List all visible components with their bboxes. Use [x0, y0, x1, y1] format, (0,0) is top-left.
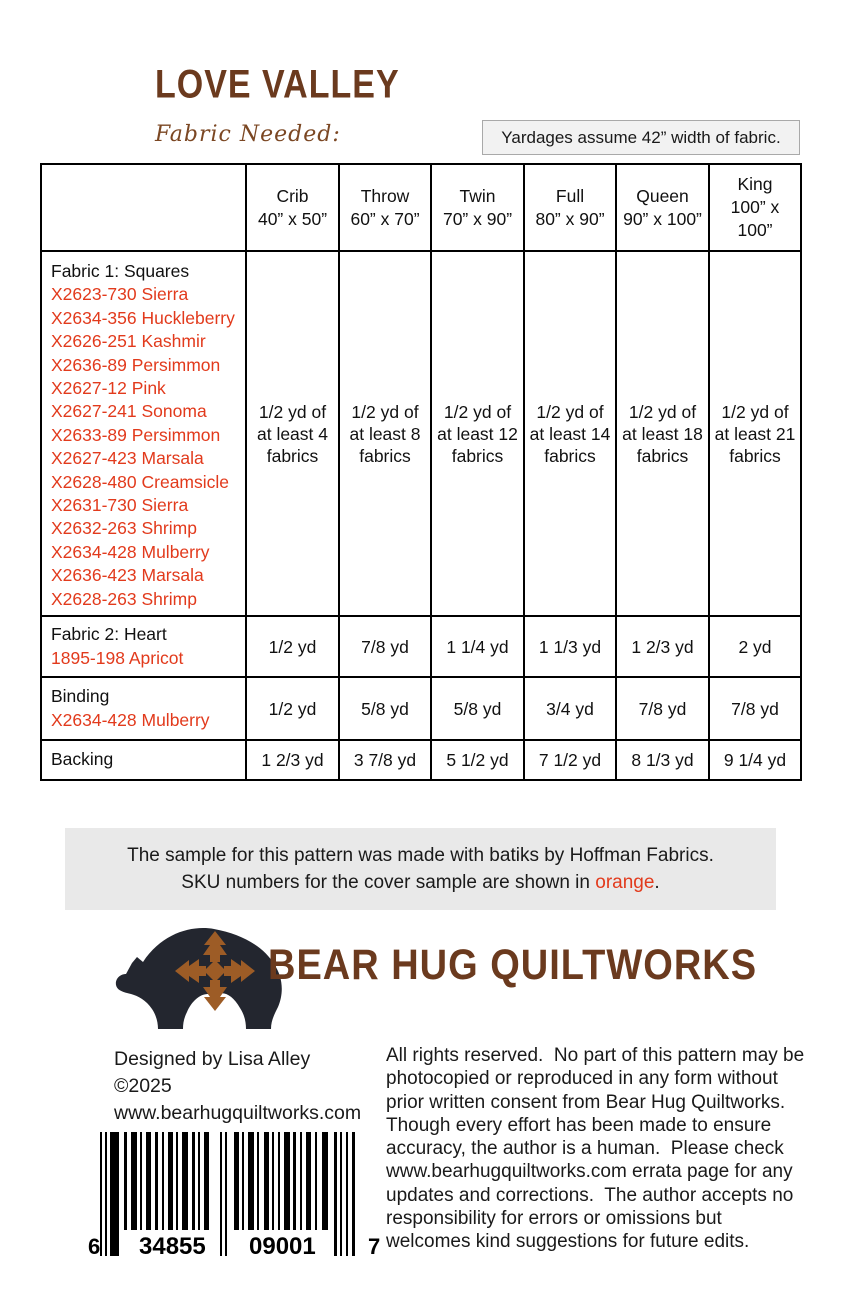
table-cell: 1/2 yd [246, 616, 339, 677]
sku-line: X2628-480 Creamsicle [51, 471, 230, 492]
col-header-full: Full 80” x 90” [524, 164, 616, 251]
copyright-line: ©2025 [114, 1075, 172, 1097]
row-label: Binding [51, 686, 110, 707]
page-title: LOVE VALLEY [155, 62, 400, 107]
sku-line: X2632-263 Shrimp [51, 518, 197, 539]
legal-text: All rights reserved. No part of this pattern may be photocopied or reproduced in any form without prior written consent from Bear Hug Quiltworks. Though every effort has been made to ensure accuracy, the author is a human. Please check www.bearhugquiltworks.com errata page for any updates and corrections. The author accepts no responsibility for errors or omissions but welcomes kind suggestions for future edits. [386, 1045, 810, 1253]
barcode-group-2: 09001 [249, 1233, 316, 1260]
table-row-binding [41, 677, 801, 740]
sku-line: X2633-89 Persimmon [51, 424, 221, 445]
table-cell: 3 7/8 yd [339, 740, 431, 780]
col-header-crib: Crib 40” x 50” [246, 164, 339, 251]
sku-line: X2627-241 Sonoma [51, 401, 207, 422]
yardage-note-text: Yardages assume 42” width of fabric. [501, 127, 781, 147]
table-header-row [41, 164, 801, 251]
bear-quilt-icon [112, 917, 290, 1035]
sku-line: 1895-198 Apricot [51, 647, 184, 668]
table-cell: 9 1/4 yd [709, 740, 801, 780]
sample-note-text: The sample for this pattern was made with batiks by Hoffman Fabrics. SKU numbers for the cover sample are shown in orange. [127, 845, 714, 893]
fabric-requirements-table [40, 163, 802, 781]
table-cell: 5/8 yd [431, 677, 524, 740]
backing-label-cell [41, 740, 246, 780]
orange-word: orange [595, 872, 655, 893]
col-header-throw: Throw 60” x 70” [339, 164, 431, 251]
table-cell: 1 1/4 yd [431, 616, 524, 677]
barcode-digit-right: 7 [368, 1234, 381, 1259]
row-label: Fabric 1: Squares [51, 261, 190, 281]
table-cell: 7/8 yd [616, 677, 709, 740]
sku-line: X2623-730 Sierra [51, 284, 189, 305]
table-cell: 7/8 yd [709, 677, 801, 740]
table-cell: 5/8 yd [339, 677, 431, 740]
table-cell: 5 1/2 yd [431, 740, 524, 780]
corner-cell [41, 164, 246, 251]
sku-line: X2628-263 Shrimp [51, 588, 197, 609]
table-cell: 2 yd [709, 616, 801, 677]
table-row-fabric1 [41, 251, 801, 616]
table-cell: 7/8 yd [339, 616, 431, 677]
upc-barcode [84, 1132, 384, 1266]
barcode-digit-left: 6 [88, 1234, 101, 1259]
table-cell: 1/2 yd of at least 18 fabrics [616, 251, 709, 616]
sku-line: X2636-423 Marsala [51, 565, 204, 586]
sku-line: X2631-730 Sierra [51, 495, 189, 516]
table-cell: 1/2 yd of at least 21 fabrics [709, 251, 801, 616]
row-label: Backing [51, 749, 114, 770]
table-cell: 1/2 yd of at least 4 fabrics [246, 251, 339, 616]
sku-line: X2627-12 Pink [51, 378, 166, 399]
fabric1-label-cell [41, 251, 246, 616]
sample-note-box [65, 828, 776, 910]
sku-line: X2626-251 Kashmir [51, 331, 206, 352]
sku-line: X2634-356 Huckleberry [51, 307, 235, 328]
table-cell: 1/2 yd of at least 14 fabrics [524, 251, 616, 616]
table-row-backing [41, 740, 801, 780]
sku-line: X2634-428 Mulberry [51, 709, 210, 730]
col-header-king: King 100” x 100” [709, 164, 801, 251]
table-cell: 1/2 yd [246, 677, 339, 740]
table-cell: 1/2 yd of at least 12 fabrics [431, 251, 524, 616]
designer-line: Designed by Lisa Alley [114, 1048, 311, 1070]
table-cell: 8 1/3 yd [616, 740, 709, 780]
sku-line: X2636-89 Persimmon [51, 354, 221, 375]
col-header-queen: Queen 90” x 100” [616, 164, 709, 251]
binding-label-cell [41, 677, 246, 740]
credits-block [114, 1046, 361, 1127]
col-header-twin: Twin 70” x 90” [431, 164, 524, 251]
barcode-group-1: 34855 [139, 1233, 206, 1260]
table-cell: 1 2/3 yd [246, 740, 339, 780]
table-cell: 1/2 yd of at least 8 fabrics [339, 251, 431, 616]
fabric1-sku-list [51, 283, 241, 611]
sku-line: X2634-428 Mulberry [51, 541, 210, 562]
sku-line: X2627-423 Marsala [51, 448, 204, 469]
table-row-fabric2 [41, 616, 801, 677]
row-label: Fabric 2: Heart [51, 624, 167, 645]
table-cell: 7 1/2 yd [524, 740, 616, 780]
yardage-note-box [482, 120, 800, 155]
company-name: BEAR HUG QUILTWORKS [268, 942, 758, 990]
table-cell: 1 2/3 yd [616, 616, 709, 677]
fabric-needed-label: Fabric Needed: [155, 122, 341, 147]
table-cell: 3/4 yd [524, 677, 616, 740]
table-cell: 1 1/3 yd [524, 616, 616, 677]
website-line: www.bearhugquiltworks.com [114, 1102, 362, 1124]
fabric2-label-cell [41, 616, 246, 677]
